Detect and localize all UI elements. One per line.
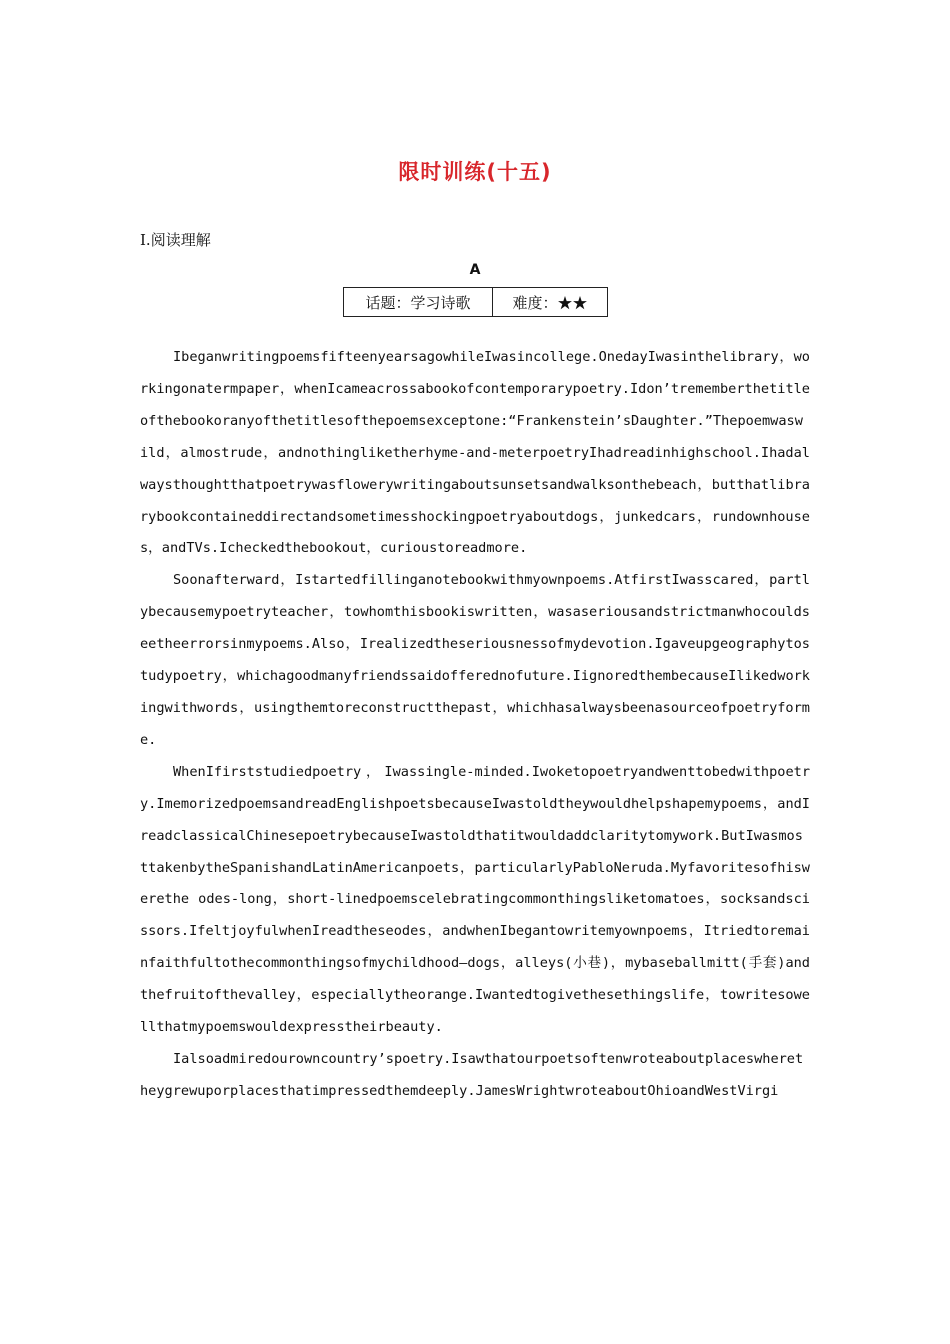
paragraph: WhenIfirststudiedpoetry，Iwassingle-minded.Iwoketopoetryandwenttobedwithpoetry.ImemorizedpoemsandreadEnglishpoetsbecauseIwastoldtheywouldhelpshapemypoems，andIreadclassicalChinesepoetrybecauseIwastoldthatitwouldaddclaritytomywork.ButIwasmosttakenbytheSpanishandLatinAmericanpoets，particularlyPabloNeruda.Myfavoritesofhiswerethe odes-long，short-linedpoemscelebratingcommonthingsliketomatoes，socksandscissors.IfeltjoyfulwhenIreadtheseodes，andwhenIbegantowritemyownpoems，Itriedtoremainfaithfultothecommonthingsofmychildhood—dogs，alleys(小巷)，mybaseballmitt(手套)andthefruitofthevalley，especiallytheorange.Iwantedtogivethesethingslife，towritesowellthatmypoemswouldexpresstheirbeauty. bbox=[140, 763, 810, 1036]
paragraph: Ialsoadmiredourowncountry’spoetry.Isawthatourpoetsoftenwroteaboutplaceswheretheygrewuporplacesthatimpressedthemdeeply.JamesWrightwroteaboutOhioandWestVirgi bbox=[140, 1050, 804, 1099]
difficulty-cell: 难度：★★ bbox=[493, 288, 608, 317]
topic-info-table bbox=[343, 287, 608, 317]
page-title: 限时训练(十五) bbox=[398, 160, 552, 184]
paragraph: IbeganwritingpoemsfifteenyearsagowhileIwasincollege.OnedayIwasinthelibrary，workingonatermpaper，whenIcameacrossabookofcontemporarypoetry.Idon’trememberthetitleofthebookoranyofthetitlesofthepoemsexceptone:“Frankenstein’sDaughter.”Thepoemwaswild，almostrude，andnothingliketherhyme-and-meterpoetryIhadreadinhighschool.Ihadalwaysthoughtthatpoetrywasflowerywritingaboutsunsetsandwalksonthebeach，butthatlibrarybookcontaineddirectandsometimesshockingpoetryaboutdogs，junkedcars，rundownhouses，andTVs.Icheckedthebookout，curioustoreadmore. bbox=[140, 349, 810, 557]
section-heading: Ⅰ.阅读理解 bbox=[140, 231, 211, 249]
paragraph: Soonafterward，Istartedfillinganotebookwithmyownpoems.AtfirstIwasscared，partlybecausemypoetryteacher，towhomthisbookiswritten，wasaseriousandstrictmanwhocouldseetheerrorsinmypoems.Also，Irealizedtheseriousnessofmydevotion.Igaveupgeographytostudypoetry，whichagoodmanyfriendssaidofferednofuture.IignoredthembecauseIlikedworkingwithwords，usingthemtoreconstructthepast，whichhasalwaysbeenasourceofpoetryforme. bbox=[140, 572, 810, 748]
passage-label: A bbox=[469, 262, 481, 278]
passage-body bbox=[140, 342, 810, 1108]
topic-cell: 话题：学习诗歌 bbox=[344, 288, 493, 317]
